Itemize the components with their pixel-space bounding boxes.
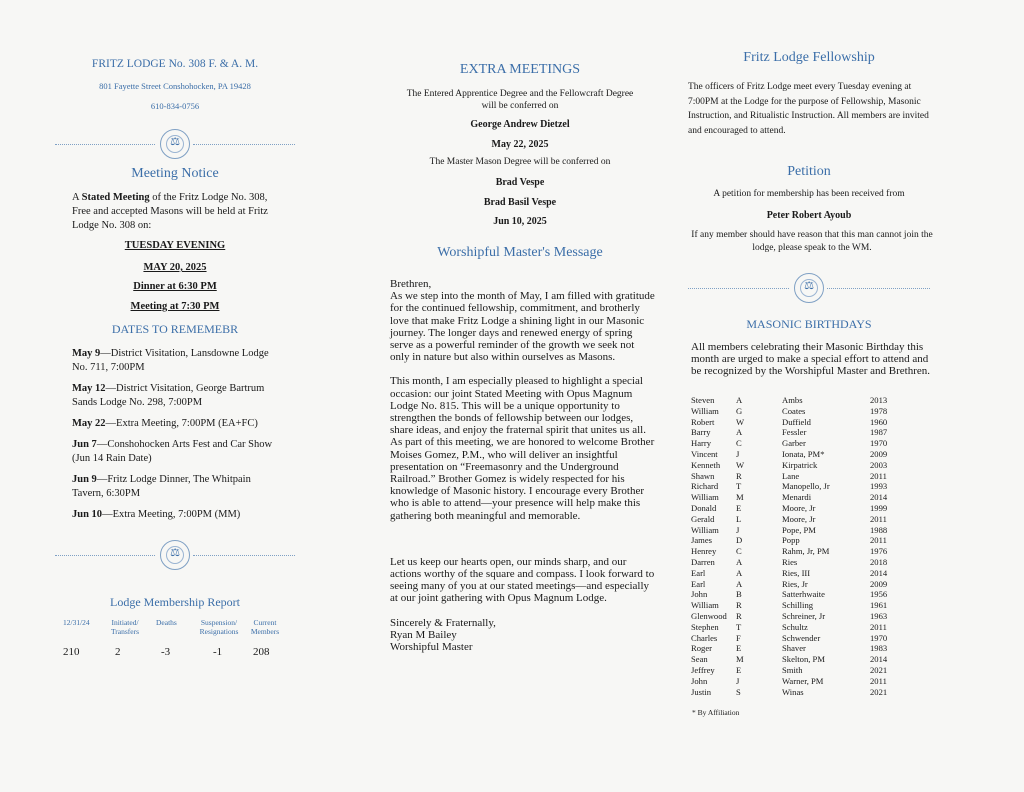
birthday-year: 2011 <box>870 513 887 524</box>
birthday-first-name: Earl <box>691 567 706 578</box>
birthday-last-name: Pope, PM <box>782 524 816 535</box>
meeting-day: TUESDAY EVENING <box>124 240 226 251</box>
birthday-year: 1976 <box>870 546 888 557</box>
closing: Sincerely & Fraternally, <box>390 616 496 629</box>
birthday-year: 2014 <box>870 492 888 503</box>
birthday-last-name: Rahm, Jr, PM <box>782 546 830 557</box>
birthday-initial: A <box>736 395 743 405</box>
right-column <box>688 0 933 792</box>
candidate-name: George Andrew Dietzel <box>470 119 570 130</box>
birthday-initial: J <box>736 524 740 535</box>
degree-date: Jun 10, 2025 <box>493 216 547 227</box>
birthday-last-name: Moore, Jr <box>782 513 816 524</box>
birthday-first-name: Stephen <box>691 621 719 632</box>
birthday-year: 2021 <box>870 664 888 675</box>
birthday-last-name: Garber <box>782 438 806 449</box>
birthday-year: 2009 <box>870 448 888 459</box>
masonic-seal-divider: ⚖ <box>55 129 295 159</box>
wm-message-title: Worshipful Master's Message <box>437 245 603 260</box>
birthday-last-name: Schilling <box>782 600 814 611</box>
birthday-first-name: Sean <box>691 654 708 665</box>
birthday-year: 1988 <box>870 524 888 535</box>
date-item: Jun 10—Extra Meeting, 7:00PM (MM) <box>72 509 241 520</box>
signature-name: Ryan M Bailey <box>390 628 457 641</box>
masonic-seal-divider: ⚖ <box>688 273 930 303</box>
birthday-initial: D <box>736 535 743 546</box>
membership-value: -1 <box>213 646 223 658</box>
birthday-initial: J <box>736 675 740 686</box>
lodge-phone: 610-834-0756 <box>150 101 200 111</box>
birthday-initial: M <box>736 492 744 503</box>
birthday-initial: L <box>736 513 742 524</box>
membership-header: 12/31/24 <box>63 618 90 627</box>
birthday-year: 2011 <box>870 675 887 686</box>
birthday-initial: C <box>736 438 742 449</box>
birthday-row <box>691 687 931 698</box>
membership-value: 2 <box>115 646 121 658</box>
membership-header: Initiated/ Transfers <box>110 618 140 636</box>
petition-note: If any member should have reason that this man cannot join the lodge, please speak to the WM. <box>691 230 933 253</box>
birthday-initial: E <box>736 664 742 675</box>
birthday-initial: R <box>736 600 742 611</box>
birthday-last-name: Skelton, PM <box>782 654 825 665</box>
birthday-initial: A <box>736 567 743 578</box>
membership-value: -3 <box>161 646 171 658</box>
birthday-first-name: William <box>691 524 719 535</box>
birthday-row <box>691 633 931 644</box>
membership-value: 210 <box>63 646 80 658</box>
birthday-row <box>691 546 931 557</box>
birthday-first-name: Jeffrey <box>691 664 715 675</box>
birthday-initial: S <box>736 686 741 697</box>
birthday-initial: G <box>736 405 743 416</box>
membership-header: Deaths <box>156 618 177 627</box>
birthday-first-name: Darren <box>691 556 715 567</box>
birthday-row <box>691 427 931 438</box>
birthday-row <box>691 622 931 633</box>
lodge-address: 801 Fayette Street Conshohocken, PA 19428 <box>99 81 251 91</box>
birthday-initial: B <box>736 589 742 600</box>
birthday-first-name: Henrey <box>691 546 717 557</box>
birthday-year: 1999 <box>870 502 888 513</box>
birthday-initial: C <box>736 546 742 557</box>
birthday-initial: R <box>736 470 742 481</box>
birthday-initial: M <box>736 654 744 665</box>
birthday-first-name: Kenneth <box>691 459 721 470</box>
birthday-initial: R <box>736 610 742 621</box>
birthday-first-name: John <box>691 589 708 600</box>
candidate-name: Brad Basil Vespe <box>483 197 557 208</box>
date-item: Jun 7—Conshohocken Arts Fest and Car Show (Jun 14 Rain Date) <box>72 439 273 464</box>
ea-fc-text: The Entered Apprentice Degree and the Fellowcraft Degree will be conferred on <box>406 89 634 111</box>
meeting-date: MAY 20, 2025 <box>143 262 207 273</box>
birthday-first-name: Barry <box>691 427 711 438</box>
birthday-last-name: Menardi <box>782 492 812 503</box>
birthday-row <box>691 643 931 654</box>
birthday-first-name: Charles <box>691 632 718 643</box>
birthday-first-name: Justin <box>691 686 712 697</box>
dates-title: DATES TO REMEMEBR <box>111 322 239 336</box>
birthday-year: 1960 <box>870 416 888 427</box>
birthday-row <box>691 406 931 417</box>
date-item: May 9—District Visitation, Lansdowne Lodge No. 711, 7:00PM <box>72 348 269 373</box>
membership-header: Suspension/ Resignations <box>199 618 239 636</box>
affiliation-note: * By Affiliation <box>692 708 740 717</box>
birthday-first-name: Donald <box>691 502 717 513</box>
birthday-last-name: Manopello, Jr <box>782 481 830 492</box>
birthday-row <box>691 492 931 503</box>
petitioner-name: Peter Robert Ayoub <box>766 210 852 221</box>
birthday-year: 2014 <box>870 567 888 578</box>
lodge-name: FRITZ LODGE No. 308 F. & A. M. <box>91 58 259 70</box>
birthday-year: 1978 <box>870 405 888 416</box>
birthday-row <box>691 579 931 590</box>
birthday-last-name: Ionata, PM* <box>782 448 825 459</box>
birthday-row <box>691 471 931 482</box>
dinner-time: Dinner at 6:30 PM <box>133 281 217 292</box>
fellowship-text: The officers of Fritz Lodge meet every Tuesday evening at 7:00PM at the Lodge for the purpose of Fellowship, Masonic Instruction, and Ritualistic Instruction. All members are invited and encouraged to attend. <box>688 82 929 136</box>
birthday-first-name: Roger <box>691 643 713 654</box>
birthday-first-name: William <box>691 492 719 503</box>
birthday-year: 2003 <box>870 459 888 470</box>
birthday-last-name: Duffield <box>782 416 811 427</box>
birthday-year: 2011 <box>870 535 887 546</box>
birthday-last-name: Shaver <box>782 643 806 654</box>
birthday-row <box>691 568 931 579</box>
dates-list <box>72 347 281 529</box>
birthday-first-name: Richard <box>691 481 719 492</box>
birthday-first-name: Gerald <box>691 513 715 524</box>
birthday-row <box>691 676 931 687</box>
birthday-last-name: Popp <box>782 535 800 546</box>
birthday-first-name: Glenwood <box>691 610 727 621</box>
birthday-first-name: John <box>691 675 708 686</box>
signature-title: Worshipful Master <box>390 641 473 654</box>
birthday-last-name: Ambs <box>782 395 803 405</box>
birthday-last-name: Fessler <box>782 427 807 438</box>
degree-date: May 22, 2025 <box>491 139 549 150</box>
message-paragraph: This month, I am especially pleased to highlight a special occasion: our joint Stated Meeting with Opus Magnum Lodge No. 815. This will be a unique opportunity to strengthen the bonds of fellowship between our lodges, share ideas, and enjoy the fraternal spirit that unites us all. As part of this meeting, we are honored to welcome Brother Moises Gomez, P.M., who will deliver an insightful presentation on “Freemasonry and the Underground Railroad.” Brother Gomez is widely respected for his knowledge of Masonic history. I encourage every Brother who is able to attend—your presence will help make this gathering both meaningful and memorable. <box>390 375 655 522</box>
salutation: Brethren, <box>390 278 432 290</box>
birthday-row <box>691 665 931 676</box>
birthdays-title: MASONIC BIRTHDAYS <box>746 317 872 331</box>
birthday-initial: A <box>736 427 743 438</box>
meeting-notice-title: Meeting Notice <box>131 166 219 181</box>
birthday-year: 2021 <box>870 686 888 697</box>
birthday-first-name: Harry <box>691 438 712 449</box>
birthday-row <box>691 525 931 536</box>
membership-value: 208 <box>253 646 270 658</box>
birthday-year: 2018 <box>870 556 888 567</box>
birthday-last-name: Warner, PM <box>782 675 824 686</box>
birthday-last-name: Ries <box>782 556 798 567</box>
birthday-row <box>691 535 931 546</box>
middle-column <box>385 0 655 792</box>
stated-meeting-label: Stated Meeting <box>81 192 150 203</box>
fellowship-title: Fritz Lodge Fellowship <box>743 50 875 65</box>
birthday-last-name: Smith <box>782 664 803 675</box>
birthday-row <box>691 438 931 449</box>
birthday-last-name: Moore, Jr <box>782 502 816 513</box>
birthday-initial: E <box>736 643 742 654</box>
birthday-year: 1956 <box>870 589 888 600</box>
birthday-last-name: Kirpatrick <box>782 459 818 470</box>
birthday-year: 1961 <box>870 600 888 611</box>
birthday-year: 1993 <box>870 481 888 492</box>
birthday-last-name: Winas <box>782 686 804 697</box>
birthday-year: 1970 <box>870 438 888 449</box>
birthday-row <box>691 395 931 406</box>
date-item: May 12—District Visitation, George Bartrum Sands Lodge No. 298, 7:00PM <box>72 383 265 408</box>
birthday-year: 2011 <box>870 470 887 481</box>
birthday-initial: A <box>736 556 743 567</box>
birthday-first-name: Earl <box>691 578 706 589</box>
birthday-initial: W <box>736 416 745 427</box>
birthdays-intro: All members celebrating their Masonic Birthday this month are urged to make a special effort to attend and be recognized by the Worshipful Master and Brethren. <box>691 341 931 378</box>
birthday-first-name: James <box>691 535 713 546</box>
birthday-last-name: Schwender <box>782 632 821 643</box>
left-column <box>55 0 295 792</box>
birthday-initial: T <box>736 621 742 632</box>
birthday-year: 1970 <box>870 632 888 643</box>
date-item: May 22—Extra Meeting, 7:00PM (EA+FC) <box>72 418 258 429</box>
petition-text: A petition for membership has been received from <box>713 189 905 199</box>
birthday-first-name: Vincent <box>691 448 718 459</box>
message-paragraph: As we step into the month of May, I am filled with gratitude for the continued fellowship, commitment, and brotherly love that make Fritz Lodge a shining light in our Masonic journey. The longer days and renewed energy of spring serve as a powerful reminder of the growth we seek not only in nature but also within ourselves as Masons. <box>390 290 655 364</box>
membership-title: Lodge Membership Report <box>110 595 240 609</box>
birthday-row <box>691 600 931 611</box>
birthday-row <box>691 503 931 514</box>
birthday-last-name: Ries, Jr <box>782 578 808 589</box>
birthday-first-name: Robert <box>691 416 715 427</box>
birthday-year: 2009 <box>870 578 888 589</box>
birthday-initial: J <box>736 448 740 459</box>
masonic-seal-divider: ⚖ <box>55 540 295 570</box>
membership-header: Current Members <box>250 618 280 636</box>
birthday-row <box>691 611 931 622</box>
birthday-year: 1987 <box>870 427 888 438</box>
birthday-initial: A <box>736 578 743 589</box>
petition-title: Petition <box>787 164 831 179</box>
birthday-first-name: Shawn <box>691 470 715 481</box>
birthday-year: 2014 <box>870 654 888 665</box>
meeting-time: Meeting at 7:30 PM <box>130 301 220 312</box>
birthday-first-name: Steven <box>691 395 715 405</box>
birthday-last-name: Satterhwaite <box>782 589 825 600</box>
birthday-year: 1983 <box>870 643 888 654</box>
date-item: Jun 9—Fritz Lodge Dinner, The Whitpain Tavern, 6:30PM <box>72 474 251 499</box>
birthday-initial: E <box>736 502 742 513</box>
birthday-initial: F <box>736 632 741 643</box>
birthday-row <box>691 460 931 471</box>
birthday-row <box>691 449 931 460</box>
birthday-last-name: Ries, III <box>782 567 811 578</box>
message-paragraph: Let us keep our hearts open, our minds sharp, and our actions worthy of the square and compass. I look forward to seeing many of you at our stated meetings—and especially at our joint gathering with Opus Magnum Lodge. <box>390 555 655 605</box>
extra-meetings-title: EXTRA MEETINGS <box>459 62 581 77</box>
candidate-name: Brad Vespe <box>495 177 545 188</box>
birthday-row <box>691 589 931 600</box>
birthday-last-name: Lane <box>782 470 800 481</box>
birthday-initial: T <box>736 481 742 492</box>
birthday-row <box>691 654 931 665</box>
meeting-notice-text: A Stated Meeting of the Fritz Lodge No. 308, Free and accepted Masons will be held at Fritz Lodge No. 308 on: <box>72 192 268 231</box>
birthday-list <box>691 395 931 697</box>
mm-text: The Master Mason Degree will be conferred on <box>429 157 611 167</box>
birthday-row <box>691 481 931 492</box>
birthday-year: 1963 <box>870 610 888 621</box>
birthday-row <box>691 417 931 428</box>
birthday-last-name: Coates <box>782 405 806 416</box>
wm-message-body <box>390 278 655 653</box>
birthday-first-name: William <box>691 405 719 416</box>
birthday-last-name: Schultz <box>782 621 808 632</box>
birthday-first-name: William <box>691 600 719 611</box>
birthday-last-name: Schreiner, Jr <box>782 610 826 621</box>
birthday-row <box>691 514 931 525</box>
birthday-row <box>691 557 931 568</box>
birthday-initial: W <box>736 459 745 470</box>
birthday-year: 2011 <box>870 621 887 632</box>
birthday-year: 2013 <box>870 395 888 405</box>
